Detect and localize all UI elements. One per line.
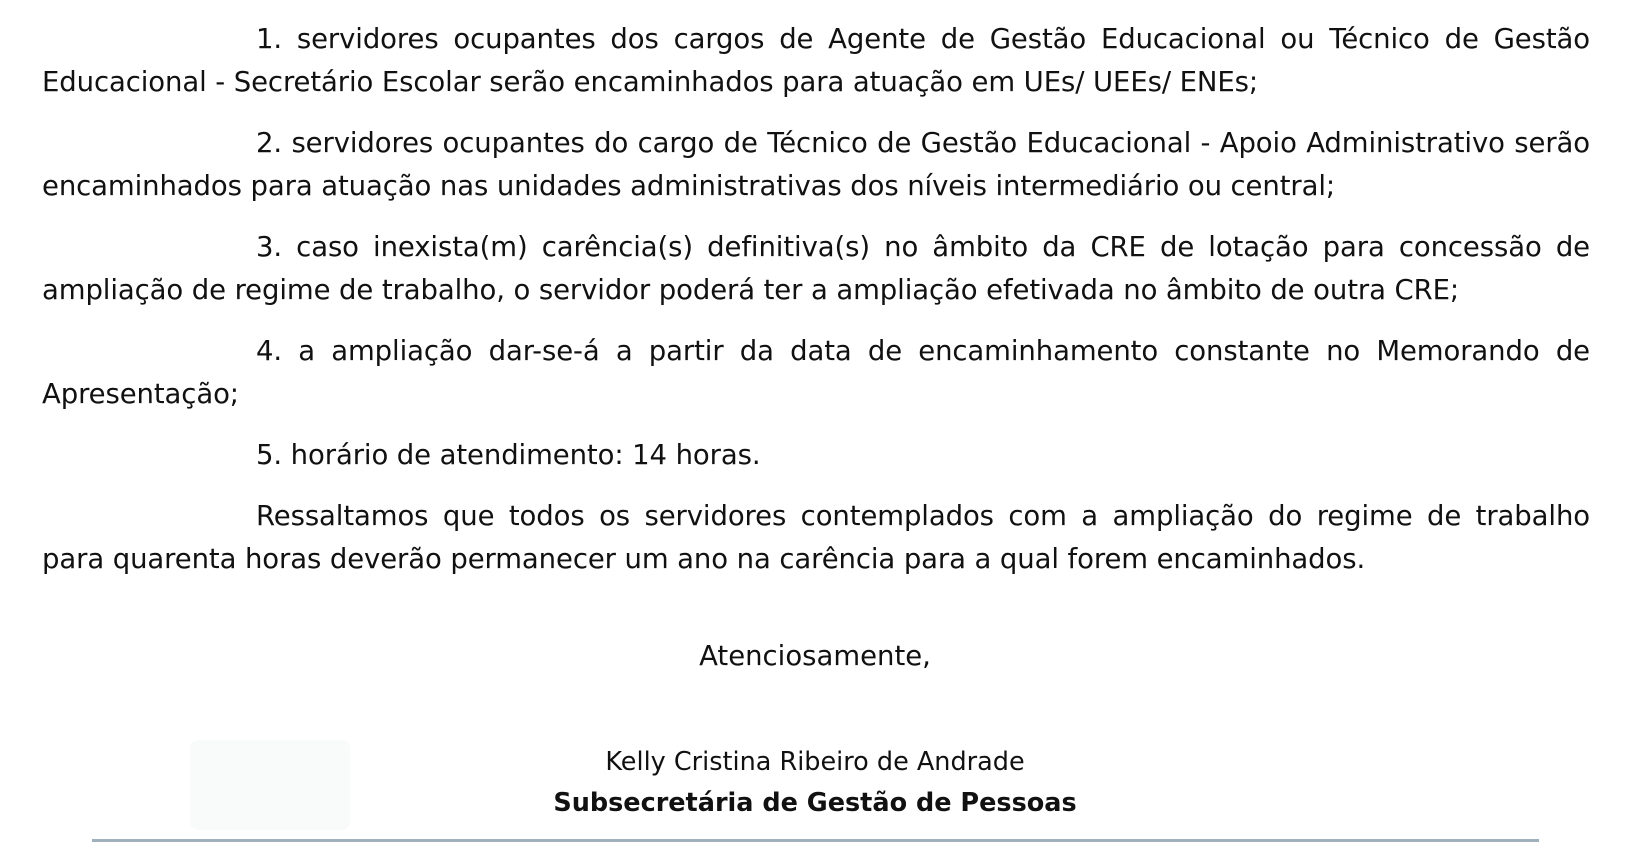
list-item-1: 1. servidores ocupantes dos cargos de Agente de Gestão Educacional ou Técnico de Gestão Educacional - Secretário Escolar serão encaminhados para atuação em UEs/ UEEs/ ENEs;: [42, 23, 1590, 98]
closing-paragraph: Ressaltamos que todos os servidores contemplados com a ampliação do regime de trabalho para quarenta horas deverão permanecer um ano na carência para a qual forem encaminhados.: [42, 500, 1590, 575]
footer-divider: [92, 839, 1539, 842]
list-item-4: 4. a ampliação dar-se-á a partir da data de encaminhamento constante no Memorando de Apresentação;: [42, 335, 1590, 410]
signer-role: Subsecretária de Gestão de Pessoas: [553, 788, 1077, 818]
document-body: [42, 18, 1590, 599]
list-item-2: 2. servidores ocupantes do cargo de Técnico de Gestão Educacional - Apoio Administrativo serão encaminhados para atuação nas unidades administrativas dos níveis intermediário ou central;: [42, 127, 1590, 202]
salutation: Atenciosamente,: [699, 640, 931, 672]
signer-name: Kelly Cristina Ribeiro de Andrade: [605, 747, 1025, 777]
list-item-5: 5. horário de atendimento: 14 horas.: [256, 439, 761, 471]
list-item-3: 3. caso inexista(m) carência(s) definitiva(s) no âmbito da CRE de lotação para concessão de ampliação de regime de trabalho, o servidor poderá ter a ampliação efetivada no âmbito de outra CRE;: [42, 231, 1590, 306]
